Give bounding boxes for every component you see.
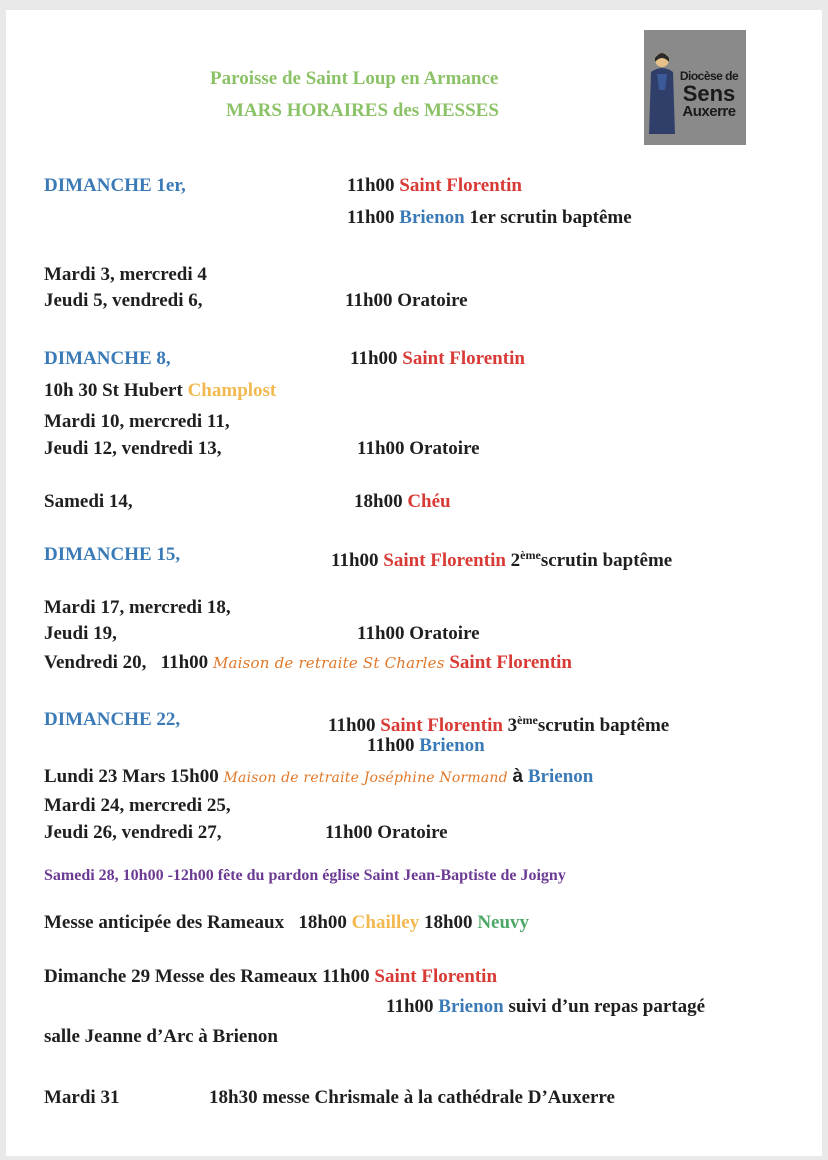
day-label: Jeudi 5, vendredi 6,	[44, 290, 203, 311]
diocese-logo	[644, 30, 746, 145]
day-label: Mardi 24, mercredi 25,	[44, 795, 231, 816]
schedule-sheet	[6, 10, 822, 1156]
day-label: Mardi 3, mercredi 4	[44, 264, 207, 285]
mass-entry: Messe anticipée des Rameaux 18h00 Chailley 18h00 Neuvy	[44, 912, 530, 933]
logo-line1: Diocèse de	[679, 69, 739, 83]
mass-entry: 11h00 Saint Florentin 3èmescrutin baptême	[328, 713, 670, 736]
mass-entry: 10h 30 St Hubert Champlost	[44, 380, 277, 401]
mass-entry: 11h00 Saint Florentin	[347, 175, 522, 196]
mass-entry: 11h00 Oratoire	[325, 822, 448, 843]
mass-entry: 11h00 Oratoire	[345, 290, 468, 311]
mass-entry: 18h00 Chéu	[354, 491, 451, 512]
day-label: DIMANCHE 8,	[44, 348, 171, 369]
day-label: DIMANCHE 1er,	[44, 175, 186, 196]
mass-entry: 11h00 Brienon 1er scrutin baptême	[347, 207, 632, 228]
event-entry: Samedi 28, 10h00 -12h00 fête du pardon église Saint Jean-Baptiste de Joigny	[44, 867, 566, 884]
logo-line3: Auxerre	[682, 103, 736, 120]
logo-text	[672, 68, 746, 120]
page-title: MARS HORAIRES des MESSES	[226, 100, 499, 121]
day-label: Mardi 10, mercredi 11,	[44, 411, 230, 432]
mass-entry: 11h00 Saint Florentin 2èmescrutin baptême	[331, 548, 673, 571]
day-label: DIMANCHE 22,	[44, 709, 181, 730]
mass-entry: 11h00 Brienon suivi d’un repas partagé	[386, 996, 706, 1017]
day-label: Samedi 14,	[44, 491, 133, 512]
mass-entry: Vendredi 20, 11h00 Maison de retraite St Charles Saint Florentin	[44, 652, 572, 673]
mass-entry: 18h30 messe Chrismale à la cathédrale D’Auxerre	[209, 1087, 615, 1108]
day-label: DIMANCHE 15,	[44, 544, 181, 565]
day-label: Mardi 17, mercredi 18,	[44, 597, 231, 618]
day-label: Jeudi 19,	[44, 623, 117, 644]
mass-entry: 11h00 Brienon	[367, 735, 485, 756]
mass-entry: salle Jeanne d’Arc à Brienon	[44, 1026, 278, 1047]
mass-entry: Lundi 23 Mars 15h00 Maison de retraite Joséphine Normand à Brienon	[44, 766, 594, 787]
mass-entry: 11h00 Oratoire	[357, 623, 480, 644]
logo-line2: Sens	[682, 81, 736, 106]
day-label: Jeudi 26, vendredi 27,	[44, 822, 222, 843]
day-label: Jeudi 12, vendredi 13,	[44, 438, 222, 459]
mass-entry: 11h00 Saint Florentin	[350, 348, 525, 369]
mass-entry: 11h00 Oratoire	[357, 438, 480, 459]
parish-title: Paroisse de Saint Loup en Armance	[210, 68, 499, 89]
day-label: Mardi 31	[44, 1087, 120, 1108]
mass-entry: Dimanche 29 Messe des Rameaux 11h00 Saint Florentin	[44, 966, 498, 987]
